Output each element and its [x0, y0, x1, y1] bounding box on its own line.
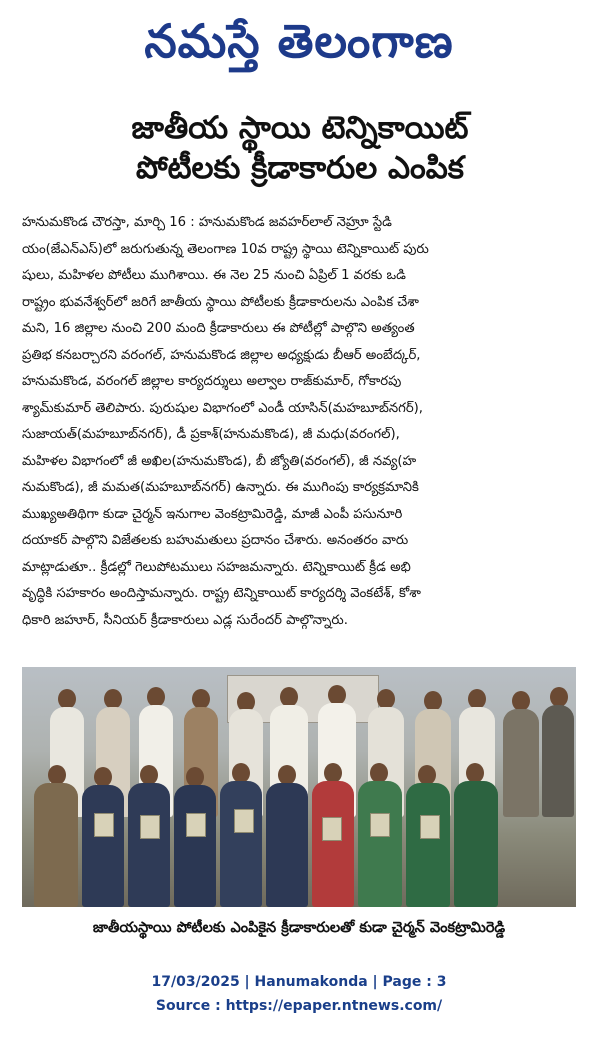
article-line: మహిళల విభాగంలో జీ అఖిల(హనుమకొండ), బీ జ్యోతి(వరంగల్), జీ నవ్య(హ: [22, 453, 417, 469]
headline: [30, 108, 570, 188]
headline-line-1: జాతీయ స్థాయి టెన్నికాయిట్: [131, 110, 469, 146]
article-line: దయాకర్ పాల్గొని విజేతలకు బహుమతులు ప్రదానం చేశారు. అనంతరం వారు: [22, 533, 409, 548]
article-line: వృద్ధికి సహకారం అందిస్తామన్నారు. రాష్ట్ర టెన్నికాయిట్ కార్యదర్శి వెంకటేశ్, కోశా: [22, 586, 421, 601]
article-line: ముఖ్యఅతిథిగా కుడా చైర్మన్ ఇనుగాల వెంకట్రామిరెడ్డి, మాజీ ఎంపీ పసునూరి: [22, 506, 403, 522]
group-photo: [22, 667, 576, 907]
article-line: హనుమకొండ చౌరస్తా, మార్చి 16 : హనుమకొండ జవహర్‌లాల్ నెహ్రూ స్టేడి: [22, 215, 392, 230]
article-line: రాష్ట్రం భువనేశ్వర్‌లో జరిగే జాతీయ స్థాయి పోటీలకు క్రీడాకారులను ఎంపిక చేశా: [22, 294, 419, 310]
article-line: మని, 16 జిల్లాల నుంచి 200 మంది క్రీడాకారులు ఈ పోటీల్లో పాల్గొని అత్యంత: [22, 321, 415, 336]
newspaper-masthead: నమస్తే తెలంగాణ: [144, 14, 454, 68]
article-line: నుమకొండ), జీ మమత(మహబూబ్‌నగర్) ఉన్నారు. ఈ ముగింపు కార్యక్రమానికి: [22, 480, 419, 495]
headline-line-2: పోటీలకు క్రీడాకారుల ఎంపిక: [136, 150, 464, 186]
article-body: [22, 210, 576, 634]
edition-info: 17/03/2025 | Hanumakonda | Page : 3: [151, 974, 447, 990]
article-line: షులు, మహిళల పోటీలు ముగిశాయి. ఈ నెల 25 నుంచి ఏప్రిల్ 1 వరకు ఒడి: [22, 268, 406, 283]
article-line: సుజాయత్(మహబూబ్‌నగర్), డీ ప్రకాశ్(హనుమకొండ), జీ మధు(వరంగల్),: [22, 427, 400, 442]
article-line: మాట్లాడుతూ.. క్రీడల్లో గెలుపోటములు సహజమన్నారు. టెన్నికాయిట్ క్రీడ అభి: [22, 559, 411, 575]
article-line: హనుమకొండ, వరంగల్ జిల్లాల కార్యదర్శులు అల్వాల రాజ్‌కుమార్, గోకారపు: [22, 374, 402, 389]
article-line: ప్రతిభ కనబర్చారని వరంగల్, హనుమకొండ జిల్లాల అధ్యక్షుడు బీఆర్ అంబేద్కర్,: [22, 347, 421, 363]
article-line: ధికారి జహూర్, సీనియర్ క్రీడాకారులు ఎడ్ల సురేందర్ పాల్గొన్నారు.: [22, 612, 348, 628]
photo-caption: జాతీయస్థాయి పోటీలకు ఎంపికైన క్రీడాకారులతో కుడా చైర్మన్ వెంకట్రామిరెడ్డి: [92, 920, 506, 936]
article-line: శ్యామ్‌కుమార్ తెలిపారు. పురుషుల విభాగంలో ఎండీ యాసిన్(మహబూబ్‌నగర్),: [22, 400, 423, 416]
source-link[interactable]: Source : https://epaper.ntnews.com/: [155, 998, 443, 1014]
article-line: యం(జేఎన్ఎస్)లో జరుగుతున్న తెలంగాణ 10వ రాష్ట్ర స్థాయి టెన్నికాయిట్ పురు: [22, 241, 429, 257]
